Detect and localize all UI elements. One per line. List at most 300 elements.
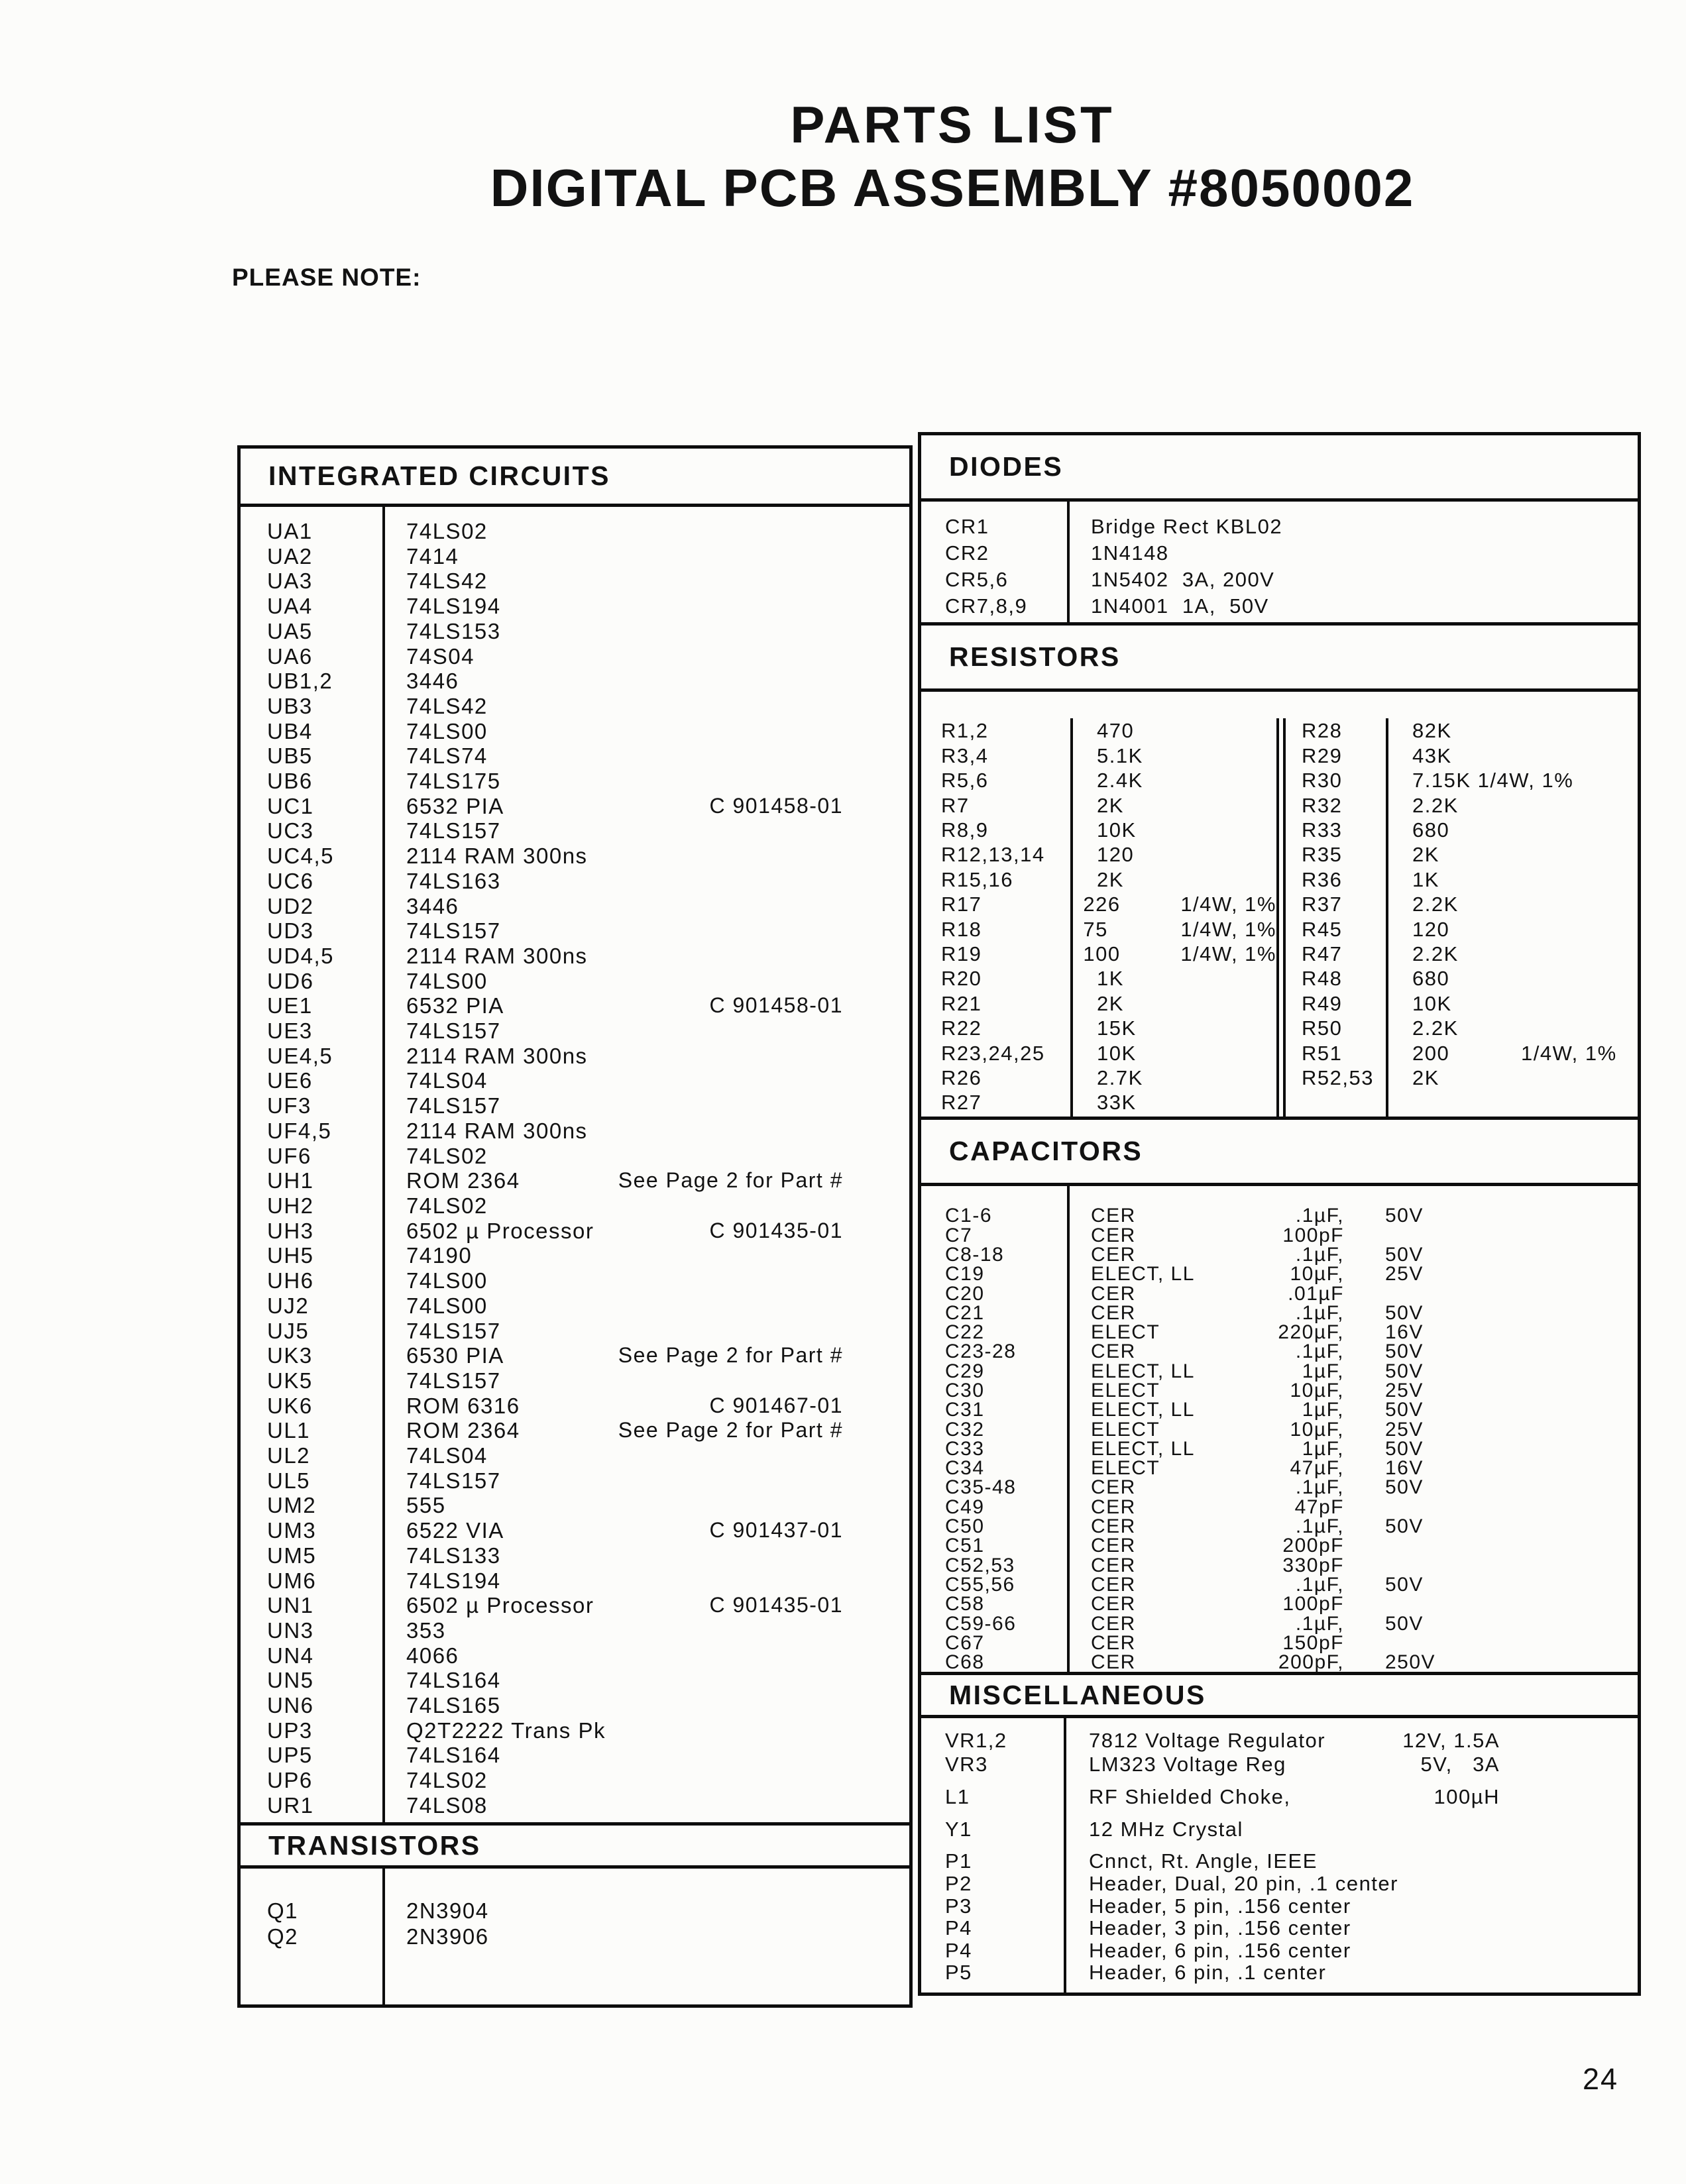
part-spec: [1500, 1961, 1638, 1984]
part-number: 1N5402 3A, 200V: [1091, 568, 1275, 591]
part-number: 2N3904: [406, 1898, 489, 1923]
parts-row: [241, 1418, 909, 1443]
tolerance-spec: [1206, 718, 1276, 743]
tolerance-spec: [1521, 892, 1638, 916]
parts-row: [241, 1368, 909, 1393]
ref-designator: UF6: [267, 1143, 311, 1168]
resistance-value: 10K: [1097, 1041, 1137, 1065]
parts-row: [241, 619, 909, 644]
part-note: [843, 1119, 909, 1144]
miscellaneous-table: [921, 1718, 1638, 1993]
part-description: Header, 5 pin, .156 center: [1089, 1894, 1351, 1918]
parts-row: [241, 1618, 909, 1643]
ref-designator: UD6: [267, 968, 314, 993]
ref-designator: UN5: [267, 1668, 314, 1693]
capacitance-value: .1µF,: [1295, 1205, 1344, 1227]
ref-designator: R37: [1302, 893, 1343, 916]
part-note: [843, 1044, 909, 1069]
diodes-table: [921, 502, 1638, 622]
part-note: [843, 1068, 909, 1093]
part-number: 74LS04: [406, 1443, 488, 1468]
part-note: C 901467-01: [709, 1393, 843, 1417]
ref-designator: R7: [941, 793, 970, 817]
part-spec: [1500, 1895, 1638, 1918]
part-number: 3446: [406, 893, 459, 918]
capacitor-type: ELECT, LL: [1091, 1437, 1195, 1460]
parts-row: [241, 1093, 909, 1119]
capacitor-row: [921, 1420, 1638, 1439]
part-note: [843, 519, 909, 544]
resistor-row: [921, 718, 1276, 743]
ref-designator: C35-48: [945, 1476, 1017, 1499]
section-header-integrated-circuits: [241, 449, 909, 507]
part-number: 6530 PIA: [406, 1343, 504, 1368]
voltage-rating: 50V: [1385, 1476, 1424, 1499]
tolerance-spec: [1206, 793, 1276, 818]
ref-designator: C33: [945, 1437, 985, 1460]
part-note: C 901435-01: [709, 1593, 843, 1617]
capacitor-row: [921, 1381, 1638, 1400]
part-note: [843, 1243, 909, 1268]
part-note: [843, 1144, 909, 1169]
part-spec: [1500, 1850, 1638, 1873]
ref-designator: UE6: [267, 1068, 313, 1093]
capacitance-value: 100pF: [1282, 1224, 1344, 1246]
ref-designator: R27: [941, 1091, 982, 1115]
part-description: 7812 Voltage Regulator: [1089, 1729, 1326, 1753]
capacitor-type: CER: [1091, 1496, 1136, 1518]
part-description: Cnnct, Rt. Angle, IEEE: [1089, 1849, 1318, 1873]
part-number: 74LS42: [406, 693, 488, 718]
parts-row: [241, 1443, 909, 1468]
part-number: 74LS153: [406, 618, 501, 643]
tolerance-spec: [1206, 768, 1276, 792]
tolerance-spec: [1206, 1016, 1276, 1040]
part-spec: [1500, 1873, 1638, 1895]
diode-row: [921, 540, 1638, 567]
resistor-row: [1286, 892, 1638, 916]
resistance-value: 75: [1083, 917, 1108, 941]
resistor-row: [921, 1016, 1276, 1040]
ref-designator: UB3: [267, 693, 313, 718]
capacitor-row: [921, 1284, 1638, 1303]
section-title: MISCELLANEOUS: [949, 1679, 1206, 1710]
misc-row: [921, 1917, 1638, 1939]
ref-designator: UP5: [267, 1743, 313, 1768]
ref-designator: CR1: [945, 515, 989, 538]
misc-group: [921, 1850, 1638, 1984]
voltage-rating: [1344, 1556, 1385, 1575]
capacitance-value: 10µF,: [1290, 1418, 1344, 1441]
ref-designator: R51: [1302, 1041, 1343, 1065]
part-number: 74LS194: [406, 594, 501, 619]
ref-designator: UM3: [267, 1518, 317, 1543]
part-number: 74LS04: [406, 1068, 488, 1093]
ref-designator: P5: [945, 1961, 972, 1985]
part-note: C 901458-01: [709, 793, 843, 818]
parts-row: [241, 1119, 909, 1144]
parts-row: [241, 1568, 909, 1594]
parts-row: [241, 1468, 909, 1494]
voltage-rating: [1344, 1633, 1385, 1653]
parts-row: [241, 969, 909, 994]
ref-designator: P4: [945, 1916, 972, 1940]
ref-designator: UA4: [267, 594, 313, 619]
tolerance-spec: [1521, 991, 1638, 1016]
resistor-row: [1286, 1065, 1638, 1090]
part-number: 74LS133: [406, 1543, 501, 1568]
parts-row: [241, 1643, 909, 1668]
ref-designator: R15,16: [941, 867, 1013, 891]
column-divider: [1070, 718, 1073, 1117]
capacitance-value: 200pF,: [1278, 1651, 1344, 1674]
ref-designator: UA2: [267, 543, 313, 569]
ref-designator: R36: [1302, 867, 1343, 891]
capacitance-value: 100pF: [1282, 1593, 1344, 1615]
part-number: 74LS157: [406, 918, 501, 944]
capacitor-row: [921, 1536, 1638, 1555]
part-note: [843, 1924, 909, 1949]
resistor-row: [1286, 942, 1638, 966]
diode-row: [921, 593, 1638, 620]
ref-designator: UK6: [267, 1393, 313, 1418]
ref-designator: UM2: [267, 1493, 317, 1518]
resistor-row: [921, 743, 1276, 768]
resistance-value: 10K: [1097, 818, 1137, 842]
ref-designator: C50: [945, 1515, 985, 1538]
capacitor-row: [921, 1633, 1638, 1653]
part-number: 74LS42: [406, 569, 488, 594]
resistance-value: 2.2K: [1412, 793, 1459, 817]
resistor-row: [1286, 867, 1638, 892]
ref-designator: C30: [945, 1379, 985, 1401]
parts-row: [241, 1543, 909, 1568]
misc-row: [921, 1895, 1638, 1918]
ref-designator: R29: [1302, 743, 1343, 767]
section-title: CAPACITORS: [949, 1136, 1143, 1167]
part-number: 1N4001 1A, 50V: [1091, 594, 1269, 618]
tolerance-spec: 1/4W, 1%: [1180, 917, 1276, 941]
parts-row: [241, 1293, 909, 1319]
section-header-capacitors: [921, 1117, 1638, 1186]
tolerance-spec: 1/4W, 1%: [1521, 1041, 1617, 1065]
capacitance-value: 150pF: [1282, 1631, 1344, 1654]
part-note: See Page 2 for Part #: [618, 1418, 843, 1443]
part-number: 74LS164: [406, 1743, 501, 1768]
resistance-value: 2.7K: [1097, 1066, 1143, 1090]
ref-designator: UK5: [267, 1368, 313, 1393]
part-number: 74LS157: [406, 818, 501, 844]
capacitor-type: CER: [1091, 1340, 1136, 1363]
part-number: Q2T2222 Trans Pk: [406, 1718, 606, 1743]
ref-designator: R21: [941, 991, 982, 1015]
capacitor-row: [921, 1458, 1638, 1478]
parts-row: [241, 794, 909, 819]
page-title: PARTS LIST: [790, 95, 1115, 154]
ref-designator: R49: [1302, 991, 1343, 1015]
tolerance-spec: 1/4W, 1%: [1180, 942, 1276, 965]
misc-group: [921, 1818, 1638, 1841]
part-note: [843, 669, 909, 694]
part-note: [843, 844, 909, 869]
part-number: ROM 2364: [406, 1168, 520, 1193]
part-note: [843, 544, 909, 569]
part-note: [843, 1468, 909, 1494]
part-note: [843, 869, 909, 894]
capacitor-row: [921, 1594, 1638, 1613]
part-spec: 12V, 1.5A: [1402, 1729, 1500, 1753]
part-number: 4066: [406, 1643, 459, 1668]
capacitor-row: [921, 1439, 1638, 1458]
ref-designator: UM6: [267, 1568, 317, 1593]
ref-designator: R19: [941, 942, 982, 965]
capacitor-row: [921, 1478, 1638, 1497]
parts-row: [241, 719, 909, 744]
parts-row: [241, 519, 909, 544]
ref-designator: C1-6: [945, 1205, 993, 1227]
ref-designator: UN6: [267, 1693, 314, 1718]
part-number: 74LS00: [406, 1268, 488, 1293]
resistance-value: 10K: [1412, 991, 1452, 1015]
ref-designator: UJ5: [267, 1318, 309, 1343]
part-number: 6532 PIA: [406, 993, 504, 1018]
ref-designator: C34: [945, 1457, 985, 1480]
left-column-box: [237, 445, 913, 2008]
part-number: 74S04: [406, 643, 475, 669]
tolerance-spec: [1206, 966, 1276, 991]
parts-row: [241, 544, 909, 569]
tolerance-spec: [1521, 867, 1638, 892]
parts-row: [241, 569, 909, 594]
part-note: [843, 1319, 909, 1344]
resistor-row: [921, 892, 1276, 916]
tolerance-spec: [1521, 818, 1638, 842]
ref-designator: C19: [945, 1263, 985, 1285]
capacitor-type: CER: [1091, 1205, 1136, 1227]
part-note: C 901437-01: [709, 1518, 843, 1543]
voltage-rating: 50V: [1385, 1301, 1424, 1324]
ref-designator: C31: [945, 1399, 985, 1421]
diode-row: [921, 514, 1638, 540]
resistor-row: [1286, 743, 1638, 768]
ref-designator: UH3: [267, 1218, 314, 1243]
capacitor-row: [921, 1226, 1638, 1245]
ref-designator: R26: [941, 1066, 982, 1090]
part-description: Header, 6 pin, .156 center: [1089, 1938, 1351, 1962]
parts-row: [241, 1924, 909, 1949]
resistor-row: [921, 818, 1276, 842]
misc-row: [921, 1873, 1638, 1895]
resistor-row: [921, 867, 1276, 892]
ref-designator: UC3: [267, 818, 314, 844]
ref-designator: UN1: [267, 1593, 314, 1618]
ref-designator: R33: [1302, 818, 1343, 842]
voltage-rating: 25V: [1385, 1263, 1424, 1285]
capacitance-value: .1µF,: [1295, 1573, 1344, 1596]
capacitor-row: [921, 1362, 1638, 1381]
part-note: [843, 969, 909, 994]
voltage-rating: 250V: [1385, 1651, 1436, 1674]
ref-designator: VR1,2: [945, 1729, 1007, 1753]
ref-designator: UE3: [267, 1018, 313, 1044]
voltage-rating: 25V: [1385, 1379, 1424, 1401]
part-number: 74LS165: [406, 1693, 501, 1718]
part-number: 74LS175: [406, 769, 501, 794]
capacitor-type: CER: [1091, 1535, 1136, 1557]
resistance-value: 2K: [1097, 793, 1124, 817]
ref-designator: UB6: [267, 769, 313, 794]
capacitor-type: ELECT, LL: [1091, 1263, 1195, 1285]
part-number: 74190: [406, 1243, 473, 1268]
voltage-rating: 50V: [1385, 1612, 1424, 1635]
resistor-row: [921, 1065, 1276, 1090]
ref-designator: UJ2: [267, 1293, 309, 1318]
capacitance-value: 10µF,: [1290, 1379, 1344, 1401]
tolerance-spec: [1206, 842, 1276, 867]
section-header-diodes: [921, 435, 1638, 502]
ref-designator: C8-18: [945, 1243, 1005, 1266]
resistor-row: [921, 917, 1276, 942]
part-note: [843, 1768, 909, 1793]
part-number: 2114 RAM 300ns: [406, 1118, 588, 1143]
capacitor-type: CER: [1091, 1651, 1136, 1674]
right-column-box: [918, 432, 1641, 1996]
capacitance-value: .1µF,: [1295, 1340, 1344, 1363]
parts-row: [241, 769, 909, 794]
part-note: [843, 743, 909, 769]
capacitor-row: [921, 1653, 1638, 1672]
resistors-table: [921, 692, 1638, 1117]
part-note: [843, 769, 909, 794]
part-spec: [1500, 1917, 1638, 1939]
resistor-row: [1286, 842, 1638, 867]
capacitor-type: CER: [1091, 1301, 1136, 1324]
capacitor-type: ELECT: [1091, 1321, 1160, 1344]
part-note: [843, 1493, 909, 1518]
ref-designator: C23-28: [945, 1340, 1017, 1363]
resistance-value: 100: [1083, 942, 1121, 965]
part-number: 2114 RAM 300ns: [406, 844, 588, 869]
resistance-value: 2.4K: [1097, 769, 1143, 792]
voltage-rating: 16V: [1385, 1457, 1424, 1480]
tolerance-spec: [1521, 1065, 1638, 1090]
tolerance-spec: [1521, 942, 1638, 966]
ref-designator: R17: [941, 893, 982, 916]
misc-group: [921, 1729, 1638, 1776]
resistor-row: [1286, 818, 1638, 842]
resistance-value: 2.2K: [1412, 1016, 1459, 1040]
parts-row: [241, 594, 909, 619]
capacitor-type: CER: [1091, 1612, 1136, 1635]
page-subtitle: DIGITAL PCB ASSEMBLY #8050002: [490, 158, 1415, 217]
parts-row: [241, 1593, 909, 1618]
ref-designator: P3: [945, 1894, 972, 1918]
part-number: 74LS00: [406, 1293, 488, 1318]
parts-row: [241, 1219, 909, 1244]
ref-designator: C7: [945, 1224, 973, 1246]
part-number: 74LS163: [406, 868, 501, 893]
diode-row: [921, 567, 1638, 593]
column-divider: [1067, 1186, 1070, 1672]
part-number: 6522 VIA: [406, 1518, 504, 1543]
ref-designator: UH6: [267, 1268, 314, 1293]
part-spec: [1500, 1818, 1638, 1841]
resistance-value: 1K: [1097, 967, 1124, 991]
ref-designator: R50: [1302, 1016, 1343, 1040]
ref-designator: R5,6: [941, 769, 989, 792]
part-spec: [1500, 1939, 1638, 1962]
part-number: ROM 2364: [406, 1418, 520, 1443]
parts-row: [241, 1243, 909, 1268]
part-note: [843, 944, 909, 969]
part-note: [843, 1718, 909, 1743]
tolerance-spec: [1206, 1090, 1276, 1115]
part-number: 74LS194: [406, 1568, 501, 1593]
transistors-table: [241, 1869, 909, 2004]
resistance-value: 43K: [1412, 743, 1452, 767]
ref-designator: UE4,5: [267, 1043, 333, 1068]
ref-designator: UL2: [267, 1443, 311, 1468]
part-description: Header, 3 pin, .156 center: [1089, 1916, 1351, 1940]
part-number: 74LS02: [406, 519, 488, 543]
part-number: 1N4148: [1091, 541, 1169, 565]
voltage-rating: 50V: [1385, 1205, 1424, 1227]
ref-designator: L1: [945, 1785, 970, 1809]
tolerance-spec: [1206, 1041, 1276, 1065]
capacitor-row: [921, 1614, 1638, 1633]
parts-row: [241, 1743, 909, 1768]
ref-designator: P4: [945, 1938, 972, 1962]
ref-designator: C51: [945, 1535, 985, 1557]
resistors-group-right: [1283, 718, 1638, 1117]
ref-designator: Q2: [267, 1924, 299, 1949]
capacitor-type: ELECT, LL: [1091, 1399, 1195, 1421]
parts-row: [241, 1193, 909, 1219]
ref-designator: UC4,5: [267, 844, 335, 869]
capacitor-type: CER: [1091, 1593, 1136, 1615]
parts-row: [241, 1144, 909, 1169]
ref-designator: UP6: [267, 1768, 313, 1793]
ref-designator: UA3: [267, 569, 313, 594]
capacitance-value: 330pF: [1282, 1554, 1344, 1576]
part-note: [843, 719, 909, 744]
part-number: 74LS02: [406, 1768, 488, 1793]
voltage-rating: 16V: [1385, 1321, 1424, 1344]
ref-designator: UB5: [267, 743, 313, 769]
capacitor-row: [921, 1400, 1638, 1419]
part-note: C 901458-01: [709, 993, 843, 1018]
parts-row: [241, 1898, 909, 1924]
ref-designator: UL5: [267, 1468, 311, 1493]
parts-row: [241, 743, 909, 769]
part-number: ROM 6316: [406, 1393, 520, 1418]
capacitor-type: CER: [1091, 1573, 1136, 1596]
capacitor-row: [921, 1323, 1638, 1342]
capacitance-value: 220µF,: [1278, 1321, 1344, 1344]
ref-designator: P1: [945, 1849, 972, 1873]
resistance-value: 680: [1412, 818, 1450, 842]
part-note: [843, 1093, 909, 1119]
resistance-value: 2.2K: [1412, 942, 1459, 965]
misc-row: [921, 1818, 1638, 1841]
part-spec: 100µH: [1433, 1785, 1500, 1809]
resistance-value: 2K: [1412, 1066, 1439, 1090]
part-note: [843, 619, 909, 644]
ref-designator: VR3: [945, 1753, 988, 1776]
parts-row: [241, 669, 909, 694]
resistor-row: [1286, 768, 1638, 792]
resistance-value: 2K: [1412, 843, 1439, 867]
